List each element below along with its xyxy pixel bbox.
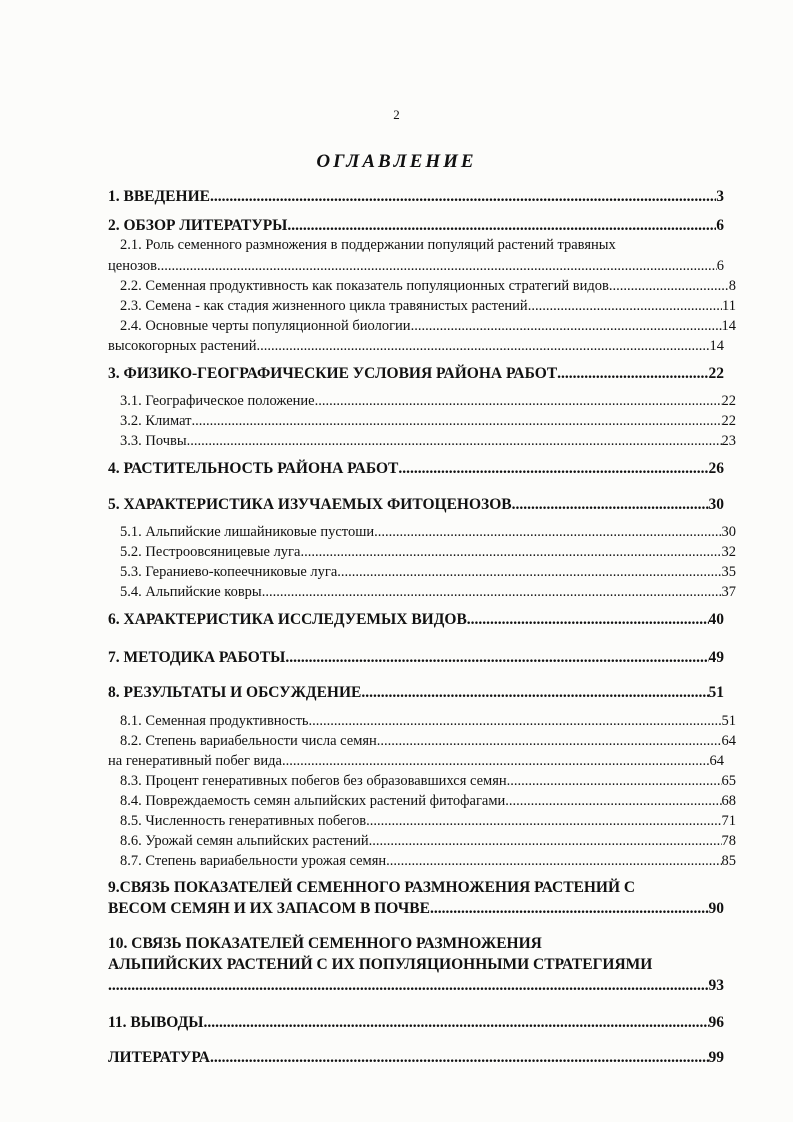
- leader-dots: [557, 364, 708, 384]
- toc-entry-3-2[interactable]: [108, 411, 736, 431]
- toc-entry-page: 30: [721, 524, 736, 540]
- toc-entry-2-4-line1[interactable]: [108, 316, 736, 336]
- leader-dots: [210, 1048, 709, 1068]
- toc-entry-8-2-line1[interactable]: [108, 731, 736, 751]
- leader-dots: [285, 648, 708, 668]
- toc-entry-8-6[interactable]: [108, 831, 736, 851]
- toc-entry-methods[interactable]: [108, 648, 724, 668]
- toc-entry-8-1[interactable]: [108, 711, 736, 731]
- toc-entry-introduction[interactable]: [108, 187, 724, 207]
- toc-entry-8-4[interactable]: [108, 791, 736, 811]
- leader-dots: [369, 831, 722, 851]
- toc-entry-page: 99: [708, 1049, 724, 1066]
- leader-dots: [337, 562, 721, 582]
- toc-entry-page: 90: [708, 900, 724, 917]
- toc-entry-8-2-line2[interactable]: [108, 751, 724, 771]
- toc-entry-3-3[interactable]: [108, 431, 736, 451]
- toc-entry-title: 8. РЕЗУЛЬТАТЫ И ОБСУЖДЕНИЕ: [108, 684, 362, 701]
- toc-entry-page: 14: [721, 318, 736, 334]
- leader-dots: [108, 976, 709, 996]
- toc-entry-title: 2.1. Роль семенного размножения в поддержании популяций растений травяных: [120, 237, 616, 253]
- toc-entry-8-7[interactable]: [108, 851, 736, 871]
- toc-entry-5-4[interactable]: [108, 582, 736, 602]
- leader-dots: [505, 791, 721, 811]
- toc-entry-5-3[interactable]: [108, 562, 736, 582]
- leader-dots: [192, 411, 722, 431]
- toc-entry-page: 6: [716, 258, 724, 274]
- toc-entry-page: 96: [708, 1014, 724, 1031]
- toc-entry-vegetation[interactable]: [108, 459, 724, 479]
- toc-entry-2-1-line2[interactable]: [108, 256, 724, 276]
- page-number: 2: [393, 107, 400, 122]
- toc-entry-title: 8.2. Степень вариабельности числа семян: [120, 733, 377, 749]
- toc-entry-page: 22: [708, 365, 724, 382]
- toc-entry-title: 9.СВЯЗЬ ПОКАЗАТЕЛЕЙ СЕМЕННОГО РАЗМНОЖЕНИЯ РАСТЕНИЙ С: [108, 879, 636, 896]
- toc-entry-title: 5.1. Альпийские лишайниковые пустоши: [120, 524, 375, 540]
- leader-dots: [210, 187, 716, 207]
- toc-entry-title: 6. ХАРАКТЕРИСТИКА ИССЛЕДУЕМЫХ ВИДОВ: [108, 611, 467, 628]
- leader-dots: [187, 431, 722, 451]
- toc-entry-page: 65: [721, 773, 736, 789]
- toc-entry-page: 49: [708, 649, 724, 666]
- leader-dots: [256, 336, 709, 356]
- toc-entry-title: на генеративный побег вида: [108, 753, 282, 769]
- toc-entry-title: 1. ВВЕДЕНИЕ: [108, 188, 210, 205]
- toc-entry-10-line3[interactable]: [108, 976, 724, 996]
- toc-entry-page: 68: [721, 793, 736, 809]
- toc-entry-page: 37: [721, 584, 736, 600]
- toc-entry-page: 35: [721, 564, 736, 580]
- leader-dots: [512, 495, 709, 515]
- toc-entry-title: 7. МЕТОДИКА РАБОТЫ: [108, 649, 286, 666]
- leader-dots: [157, 256, 717, 276]
- leader-dots: [262, 582, 722, 602]
- toc-entry-title: 8.3. Процент генеративных побегов без образовавшихся семян: [120, 773, 507, 789]
- toc-entry-title: 10. СВЯЗЬ ПОКАЗАТЕЛЕЙ СЕМЕННОГО РАЗМНОЖЕНИЯ: [108, 935, 542, 952]
- toc-entry-title: 3. ФИЗИКО-ГЕОГРАФИЧЕСКИЕ УСЛОВИЯ РАЙОНА РАБОТ: [108, 365, 558, 382]
- toc-entry-5-1[interactable]: [108, 522, 736, 542]
- leader-dots: [528, 296, 722, 316]
- toc-entry-title: ЛИТЕРАТУРА: [108, 1049, 210, 1066]
- toc-entry-9-line1[interactable]: [108, 878, 724, 898]
- toc-entry-title: 3.3. Почвы: [120, 433, 187, 449]
- toc-entry-title: высокогорных растений: [108, 338, 257, 354]
- toc-entry-3-1[interactable]: [108, 391, 736, 411]
- toc-entry-title: 8.4. Повреждаемость семян альпийских растений фитофагами: [120, 793, 506, 809]
- toc-entry-title: 2.2. Семенная продуктивность как показатель популяционных стратегий видов: [120, 278, 609, 294]
- toc-entry-2-2[interactable]: [108, 276, 736, 296]
- toc-entry-title: 11. ВЫВОДЫ: [108, 1014, 204, 1031]
- toc-title: ОГЛАВЛЕНИЕ: [316, 151, 477, 172]
- toc-entry-2-4-line2[interactable]: [108, 336, 724, 356]
- toc-entry-title: ценозов: [108, 258, 157, 274]
- toc-entry-title: 5.3. Гераниево-копеечниковые луга: [120, 564, 338, 580]
- toc-entry-title: 2. ОБЗОР ЛИТЕРАТУРЫ: [108, 217, 288, 234]
- toc-entry-title: 8.6. Урожай семян альпийских растений: [120, 833, 369, 849]
- toc-entry-page: 64: [709, 753, 724, 769]
- toc-entry-page: 51: [721, 713, 736, 729]
- leader-dots: [309, 711, 722, 731]
- leader-dots: [374, 522, 721, 542]
- toc-entry-2-1-line1[interactable]: [108, 235, 724, 255]
- toc-entry-title: 2.4. Основные черты популяционной биологии: [120, 318, 411, 334]
- toc-entry-page: 23: [721, 433, 736, 449]
- toc-entry-title: 3.2. Климат: [120, 413, 192, 429]
- toc-entry-page: 64: [721, 733, 736, 749]
- toc-entry-species[interactable]: [108, 610, 724, 630]
- toc-entry-10-line2[interactable]: [108, 955, 724, 975]
- toc-entry-page: 32: [721, 544, 736, 560]
- toc-entry-page: 30: [708, 496, 724, 513]
- toc-entry-2-3[interactable]: [108, 296, 736, 316]
- toc-entry-9-line2[interactable]: [108, 899, 724, 919]
- toc-entry-8-5[interactable]: [108, 811, 736, 831]
- leader-dots: [366, 811, 721, 831]
- toc-entry-page: 51: [708, 684, 724, 701]
- leader-dots: [282, 751, 710, 771]
- toc-entry-page: 71: [721, 813, 736, 829]
- toc-entry-page: 26: [708, 460, 724, 477]
- leader-dots: [315, 391, 722, 411]
- toc-entry-references[interactable]: [108, 1048, 724, 1068]
- leader-dots: [609, 276, 729, 296]
- toc-entry-literature-review[interactable]: [108, 216, 724, 236]
- leader-dots: [203, 1013, 708, 1033]
- toc-entry-page: 11: [722, 298, 736, 314]
- toc-entry-phytocenoses[interactable]: [108, 495, 724, 515]
- leader-dots: [398, 459, 708, 479]
- toc-entry-title: 8.7. Степень вариабельности урожая семян: [120, 853, 387, 869]
- toc-entry-page: 3: [716, 188, 724, 205]
- leader-dots: [430, 899, 709, 919]
- leader-dots: [377, 731, 722, 751]
- toc-entry-title: 5.4. Альпийские ковры: [120, 584, 262, 600]
- toc-entry-title: 5.2. Пестроовсяницевые луга: [120, 544, 301, 560]
- toc-entry-results[interactable]: [108, 683, 724, 703]
- toc-entry-page: 14: [709, 338, 724, 354]
- toc-entry-title: 5. ХАРАКТЕРИСТИКА ИЗУЧАЕМЫХ ФИТОЦЕНОЗОВ: [108, 496, 512, 513]
- toc-entry-page: 40: [708, 611, 724, 628]
- toc-entry-conclusions[interactable]: [108, 1013, 724, 1033]
- toc-entry-page: 22: [721, 393, 736, 409]
- toc-entry-title: ВЕСОМ СЕМЯН И ИХ ЗАПАСОМ В ПОЧВЕ: [108, 900, 430, 917]
- leader-dots: [467, 610, 709, 630]
- toc-entry-page: 93: [708, 977, 724, 994]
- toc-entry-physico-geographic[interactable]: [108, 364, 724, 384]
- toc-entry-title: 2.3. Семена - как стадия жизненного цикла травянистых растений: [120, 298, 528, 314]
- leader-dots: [287, 216, 716, 236]
- toc-entry-title: 8.5. Численность генеративных побегов: [120, 813, 367, 829]
- leader-dots: [386, 851, 721, 871]
- toc-entry-title: 3.1. Географическое положение: [120, 393, 315, 409]
- toc-entry-page: 8: [728, 278, 736, 294]
- leader-dots: [361, 683, 708, 703]
- toc-entry-5-2[interactable]: [108, 542, 736, 562]
- toc-entry-title: АЛЬПИЙСКИХ РАСТЕНИЙ С ИХ ПОПУЛЯЦИОННЫМИ СТРАТЕГИЯМИ: [108, 956, 653, 973]
- toc-entry-title: 4. РАСТИТЕЛЬНОСТЬ РАЙОНА РАБОТ: [108, 460, 399, 477]
- leader-dots: [300, 542, 721, 562]
- toc-entry-10-line1[interactable]: [108, 934, 724, 954]
- leader-dots: [411, 316, 722, 336]
- toc-entry-page: 22: [721, 413, 736, 429]
- toc-entry-page: 85: [721, 853, 736, 869]
- toc-entry-page: 6: [716, 217, 724, 234]
- leader-dots: [507, 771, 722, 791]
- toc-entry-page: 78: [721, 833, 736, 849]
- toc-entry-8-3[interactable]: [108, 771, 736, 791]
- toc-entry-title: 8.1. Семенная продуктивность: [120, 713, 309, 729]
